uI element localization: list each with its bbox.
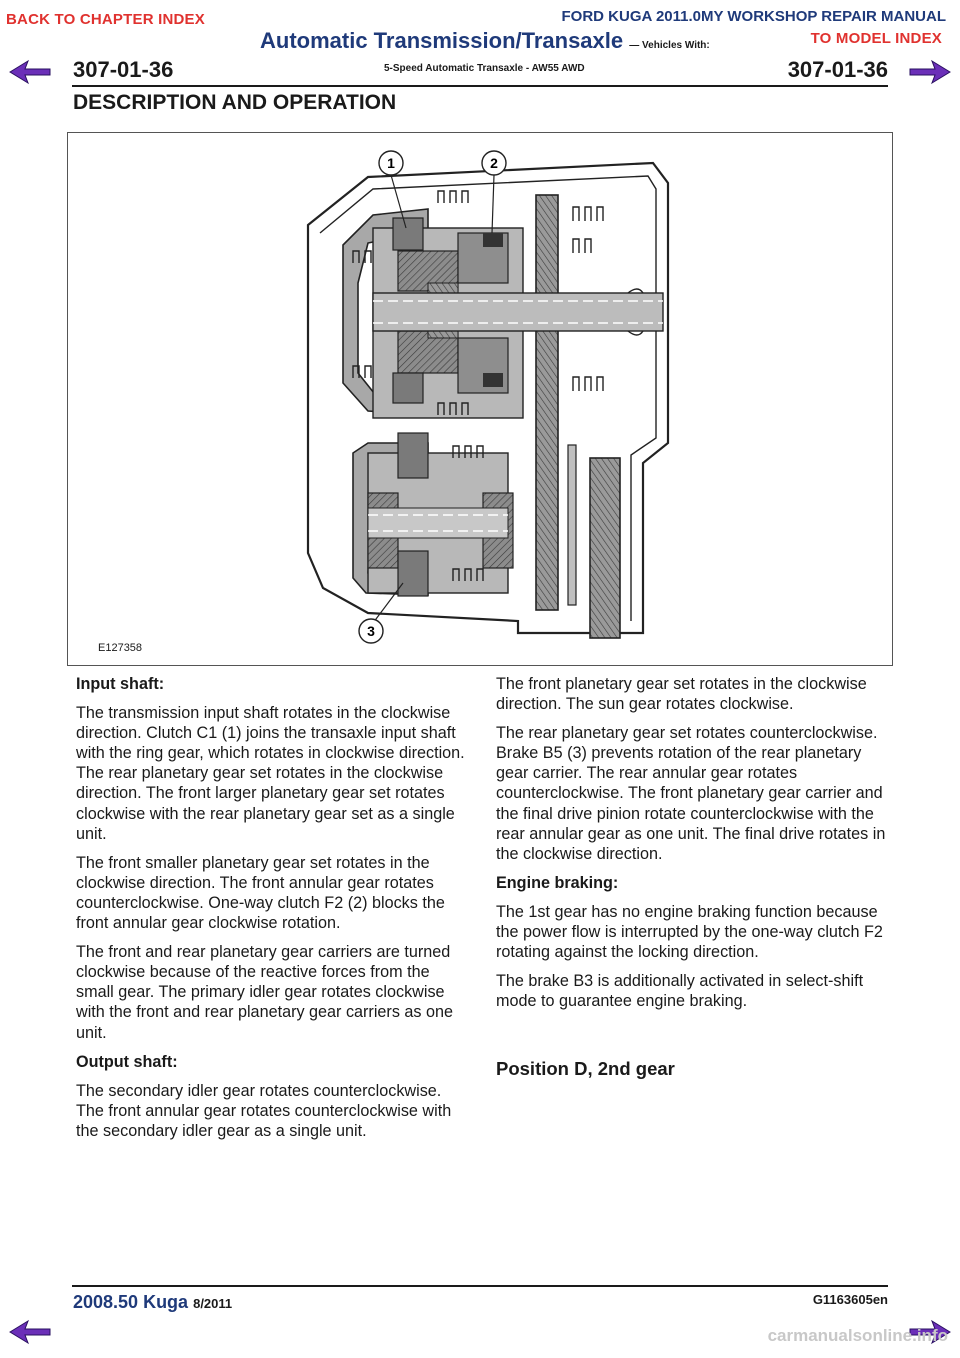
left-column [76,674,468,1150]
watermark: carmanualsonline.info [767,1326,948,1345]
footer-doc-code: G1163605en [812,1292,888,1307]
footer-model-text: 2008.50 Kuga [73,1292,189,1312]
subheading: Input shaft: [76,675,165,693]
model-index-link[interactable]: TO MODEL INDEX [810,30,942,47]
paragraph: The transmission input shaft rotates in the clockwise direction. Clutch C1 (1) joins the transaxle input shaft with the ring gear, which rotates in clockwise direction. The rear planetary gear set rotates in the clockwise direction. The front larger planetary gear set rotates clockwise with the rear planetary gear set as a single unit. [76,704,465,843]
callout-2 [482,151,506,175]
section-heading: Position D, 2nd gear [496,1058,675,1080]
paragraph: The secondary idler gear rotates counterclockwise. The front annular gear rotates counterclockwise with the secondary idler gear as a single unit. [76,1081,452,1140]
callout-3-label: 3 [367,623,375,639]
subheading: Output shaft: [76,1052,178,1071]
header-rule [72,85,888,87]
right-column [496,674,888,1080]
section-title: DESCRIPTION AND OPERATION [73,91,397,114]
paragraph: The front smaller planetary gear set rotates in the clockwise direction. The front annular gear rotates counterclockwise. One-way clutch F2 (2) blocks the front annular gear clockwise rotation. [76,853,445,933]
transaxle-cross-section [68,133,892,665]
figure-id: E127358 [98,642,143,654]
arrow-left-icon[interactable] [8,58,52,86]
chapter-title-text: Automatic Transmission/Transaxle [260,28,624,53]
subheading: Engine braking: [496,873,619,892]
footer-rule [72,1285,888,1287]
paragraph: The front and rear planetary gear carriers are turned clockwise because of the reactive forces from the small gear. The primary idler gear rotates clockwise with the front and rear planetary gear carriers as one unit. [76,943,454,1042]
transmission-diagram [67,132,893,666]
callout-1 [379,151,403,175]
arrow-left-icon[interactable] [8,1318,52,1346]
page-number-right: 307-01-36 [787,57,888,82]
manual-title: FORD KUGA 2011.0MY WORKSHOP REPAIR MANUAL [561,8,946,25]
chapter-subtitle: 5-Speed Automatic Transaxle - AW55 AWD [384,63,585,74]
callout-1-label: 1 [387,155,395,171]
chapter-title [260,28,710,54]
paragraph: The brake B3 is additionally activated in select-shift mode to guarantee engine braking. [496,972,864,1011]
page-number-left: 307-01-36 [73,57,174,82]
arrow-right-icon[interactable] [908,58,952,86]
back-to-chapter-index-link[interactable]: BACK TO CHAPTER INDEX [6,11,205,28]
callout-3 [359,619,383,643]
vehicles-with-label: — Vehicles With: [629,40,710,51]
callout-2-label: 2 [490,155,498,171]
paragraph: The front planetary gear set rotates in the clockwise direction. The sun gear rotates clockwise. [496,675,867,714]
footer-date: 8/2011 [193,1296,233,1311]
footer-model [73,1292,232,1313]
paragraph: The rear planetary gear set rotates counterclockwise. Brake B5 (3) prevents rotation of the rear planetary gear carrier. The rear annular gear rotates counterclockwise. The front planetary gear carrier and the final drive pinion rotate counterclockwise with the rear annular gear as one unit. The final drive rotates in the clockwise direction. [496,724,886,863]
paragraph: The 1st gear has no engine braking function because the power flow is interrupted by the one-way clutch F2 rotating against the locking direction. [496,902,883,962]
